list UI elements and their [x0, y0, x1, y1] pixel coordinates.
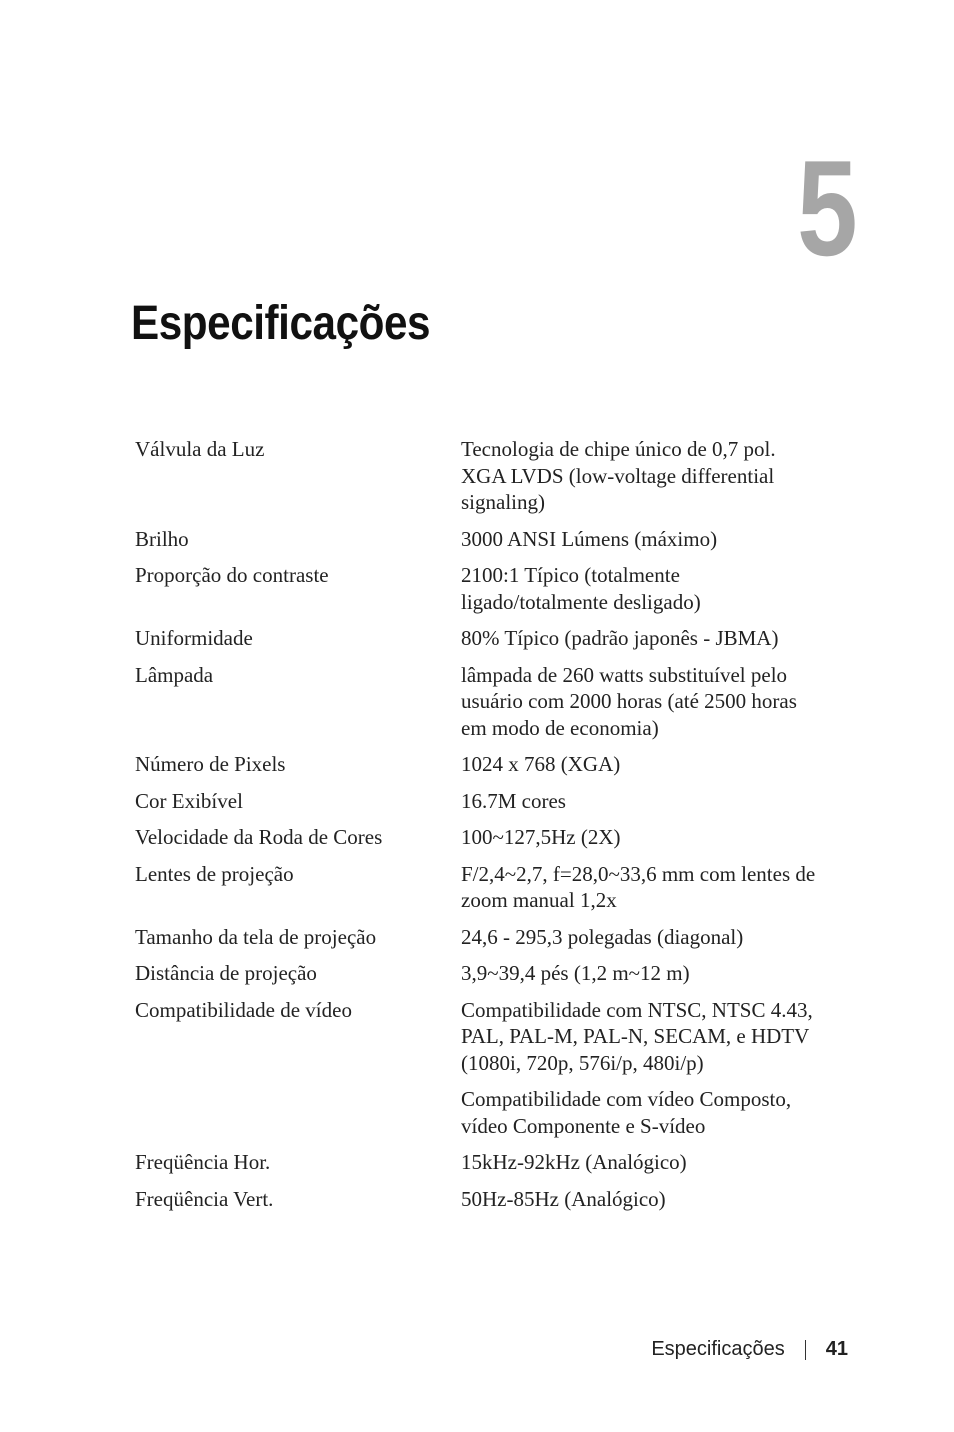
spec-value: 3,9~39,4 pés (1,2 m~12 m)	[461, 961, 690, 985]
spec-label: Freqüência Vert.	[135, 1186, 274, 1211]
spec-row	[135, 751, 825, 778]
spec-label: Distância de projeção	[135, 961, 317, 985]
spec-value: 16.7M cores	[461, 788, 566, 813]
spec-table	[135, 436, 825, 1222]
page-title: Especificações	[131, 297, 431, 350]
spec-label: Lentes de projeção	[135, 861, 294, 886]
spec-values	[461, 436, 825, 516]
spec-value: 50Hz-85Hz (Analógico)	[461, 1186, 666, 1211]
spec-value: 3000 ANSI Lúmens (máximo)	[461, 526, 718, 551]
spec-row	[135, 997, 825, 1140]
footer-section-title: Especificações	[651, 1338, 785, 1360]
spec-label: Brilho	[135, 526, 189, 551]
spec-value: 15kHz-92kHz (Analógico)	[461, 1150, 687, 1174]
spec-value: Compatibilidade com NTSC, NTSC 4.43, PAL, PAL-M, PAL-N, SECAM, e HDTV (1080i, 720p, 576i/p, 480i/p)	[461, 997, 813, 1075]
spec-label: Tamanho da tela de projeção	[135, 924, 377, 949]
spec-value: Compatibilidade com vídeo Composto, vídeo Componente e S-vídeo	[461, 1087, 792, 1138]
spec-values	[461, 861, 825, 914]
spec-value: F/2,4~2,7, f=28,0~33,6 mm com lentes de zoom manual 1,2x	[461, 861, 816, 912]
spec-row	[135, 861, 825, 914]
spec-value: 80% Típico (padrão japonês - JBMA)	[461, 626, 779, 650]
page-number: 41	[825, 1338, 848, 1360]
spec-row	[135, 562, 825, 615]
spec-label: Compatibilidade de vídeo	[135, 997, 352, 1022]
spec-row	[135, 436, 825, 516]
spec-row	[135, 662, 825, 742]
spec-row	[135, 625, 825, 652]
spec-row	[135, 788, 825, 815]
spec-value: 24,6 - 295,3 polegadas (diagonal)	[461, 924, 744, 949]
spec-values	[461, 526, 825, 553]
spec-values	[461, 662, 825, 742]
spec-label: Lâmpada	[135, 662, 214, 687]
spec-value: 1024 x 768 (XGA)	[461, 752, 621, 776]
spec-values	[461, 824, 825, 851]
spec-value: 2100:1 Típico (totalmente ligado/totalmente desligado)	[461, 563, 701, 614]
spec-row	[135, 960, 825, 987]
spec-label: Velocidade da Roda de Cores	[135, 825, 383, 849]
spec-label: Cor Exibível	[135, 788, 243, 813]
spec-label: Proporção do contraste	[135, 563, 329, 587]
spec-label: Freqüência Hor.	[135, 1150, 271, 1174]
spec-value: Tecnologia de chipe único de 0,7 pol. XGA LVDS (low-voltage differential signaling)	[461, 437, 776, 514]
spec-values	[461, 1149, 825, 1176]
spec-row	[135, 824, 825, 851]
spec-row	[135, 1149, 825, 1176]
spec-label: Número de Pixels	[135, 752, 286, 776]
page-footer	[651, 1338, 848, 1361]
spec-values	[461, 960, 825, 987]
spec-values	[461, 625, 825, 652]
spec-values	[461, 562, 825, 615]
spec-row	[135, 526, 825, 553]
spec-row	[135, 1186, 825, 1213]
spec-values	[461, 1186, 825, 1213]
spec-values	[461, 788, 825, 815]
spec-values	[461, 997, 825, 1140]
spec-values	[461, 924, 825, 951]
chapter-number: 5	[797, 132, 858, 284]
spec-values	[461, 751, 825, 778]
spec-value: 100~127,5Hz (2X)	[461, 825, 621, 849]
spec-row	[135, 924, 825, 951]
spec-label: Válvula da Luz	[135, 437, 265, 461]
footer-divider	[805, 1340, 806, 1360]
spec-label: Uniformidade	[135, 626, 253, 650]
spec-value: lâmpada de 260 watts substituível pelo usuário com 2000 horas (até 2500 horas em modo de economia)	[461, 662, 797, 740]
